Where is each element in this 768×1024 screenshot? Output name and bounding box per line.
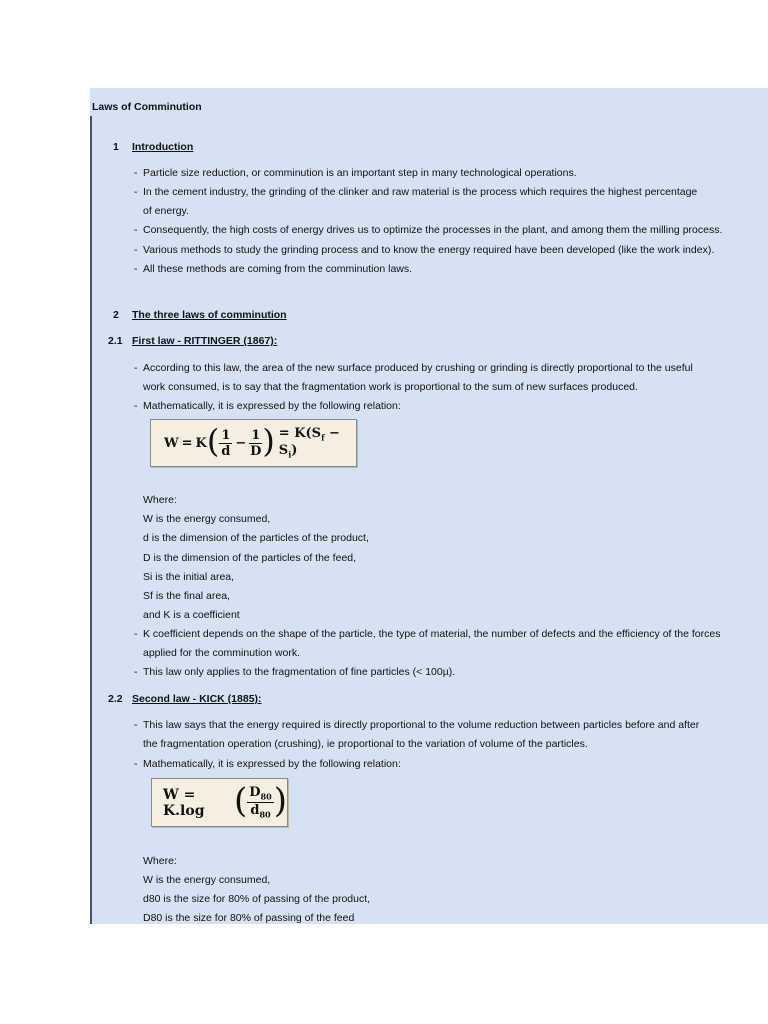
bullet-marker: - — [134, 400, 138, 412]
formula-lhs: W = K.log — [163, 786, 205, 819]
bullet-marker: - — [134, 666, 138, 678]
kick-line-2: the fragmentation operation (crushing), ie proportional to the variation of volume of the particles. — [143, 738, 588, 750]
intro-line-6: All these methods are coming from the comminution laws. — [143, 263, 413, 275]
formula-denominator: d — [221, 443, 231, 459]
formula-sub-i: i — [288, 449, 292, 460]
where-item: d80 is the size for 80% of passing of the product, — [143, 893, 371, 905]
section-2-2-title: Second law - KICK (1885): — [132, 693, 262, 705]
bullet-marker: - — [134, 719, 138, 731]
section-2-title: The three laws of comminution — [132, 309, 287, 321]
formula-rhs-start: = K(S — [278, 426, 322, 442]
intro-line-2: In the cement industry, the grinding of the clinker and raw material is the process which requires the highest percentage — [143, 186, 698, 198]
kick-formula — [151, 778, 288, 827]
bullet-marker: - — [134, 628, 138, 640]
formula-fraction-d — [219, 429, 232, 458]
bullet-marker: - — [134, 167, 138, 179]
bullet-marker: - — [134, 224, 138, 236]
kick-line-3: Mathematically, it is expressed by the following relation: — [143, 758, 401, 770]
kick-line-1: This law says that the energy required is directly proportional to the volume reduction between particles before and after — [143, 719, 700, 731]
formula-open-paren: ( — [206, 422, 220, 460]
formula-w: W — [164, 435, 179, 451]
where-label: Where: — [143, 855, 177, 867]
where-item: D is the dimension of the particles of the feed, — [143, 552, 357, 564]
bullet-marker: - — [134, 362, 138, 374]
formula-sub-80: 80 — [260, 791, 272, 802]
where-item: W is the energy consumed, — [143, 513, 271, 525]
bullet-marker: - — [134, 758, 138, 770]
rittinger-line-2: work consumed, is to say that the fragmentation work is proportional to the sum of new surfaces produced. — [143, 381, 638, 393]
bullet-marker: - — [134, 186, 138, 198]
section-2-number: 2 — [113, 309, 119, 321]
formula-open-paren: ( — [233, 780, 248, 821]
section-2-1-title: First law - RITTINGER (1867): — [132, 335, 278, 347]
formula-sub-80: 80 — [259, 809, 271, 820]
formula-minus: − — [235, 435, 247, 451]
formula-D: D — [249, 785, 261, 801]
formula-equals: = — [181, 435, 193, 451]
intro-line-4: Consequently, the high costs of energy drives us to optimize the processes in the plant, and among them the milling process. — [143, 224, 723, 236]
where-item: and K is a coefficient — [143, 609, 240, 621]
formula-rhs-close: ) — [291, 443, 298, 458]
formula-numerator — [247, 786, 273, 803]
where-item: d is the dimension of the particles of the product, — [143, 532, 369, 544]
bullet-marker: - — [134, 244, 138, 256]
intro-line-1: Particle size reduction, or comminution is an important step in many technological operations. — [143, 167, 577, 179]
section-1-number: 1 — [113, 141, 119, 153]
section-2-1-number: 2.1 — [108, 335, 123, 347]
document-title: Laws of Comminution — [92, 101, 202, 113]
formula-rhs-mid: − S — [278, 426, 340, 458]
where-item: D80 is the size for 80% of passing of the feed — [143, 912, 355, 924]
formula-numerator: 1 — [221, 427, 231, 443]
section-1-title: Introduction — [132, 141, 194, 153]
rittinger-after-1: K coefficient depends on the shape of the particle, the type of material, the number of defects and the efficiency of the forces — [143, 628, 721, 640]
formula-fraction-80 — [247, 786, 273, 818]
bullet-marker: - — [134, 263, 138, 275]
formula-denominator — [250, 803, 270, 819]
rittinger-line-1: According to this law, the area of the new surface produced by crushing or grinding is directly proportional to the useful — [143, 362, 693, 374]
where-item: Si is the initial area, — [143, 571, 235, 583]
formula-numerator: 1 — [251, 427, 261, 443]
formula-rhs — [279, 426, 356, 459]
intro-line-3: of energy. — [143, 205, 189, 217]
formula-close-paren: ) — [273, 780, 287, 821]
rittinger-after-3: This law only applies to the fragmentation of fine particles (< 100µ). — [143, 666, 456, 678]
rittinger-formula — [150, 419, 357, 467]
where-item: W is the energy consumed, — [143, 874, 271, 886]
formula-sub-f: f — [321, 433, 325, 443]
section-2-2-number: 2.2 — [108, 693, 123, 705]
intro-line-5: Various methods to study the grinding process and to know the energy required have been developed (like the work index). — [143, 244, 715, 256]
formula-fraction-D — [249, 429, 262, 458]
formula-k: K — [195, 435, 207, 451]
formula-denominator: D — [250, 443, 262, 459]
rittinger-line-3: Mathematically, it is expressed by the following relation: — [143, 400, 401, 412]
where-item: Sf is the final area, — [143, 590, 230, 602]
rittinger-after-2: applied for the comminution work. — [143, 647, 300, 659]
left-border — [90, 116, 92, 924]
formula-d: d — [250, 803, 260, 818]
where-label: Where: — [143, 494, 177, 506]
formula-close-paren: ) — [262, 422, 275, 460]
